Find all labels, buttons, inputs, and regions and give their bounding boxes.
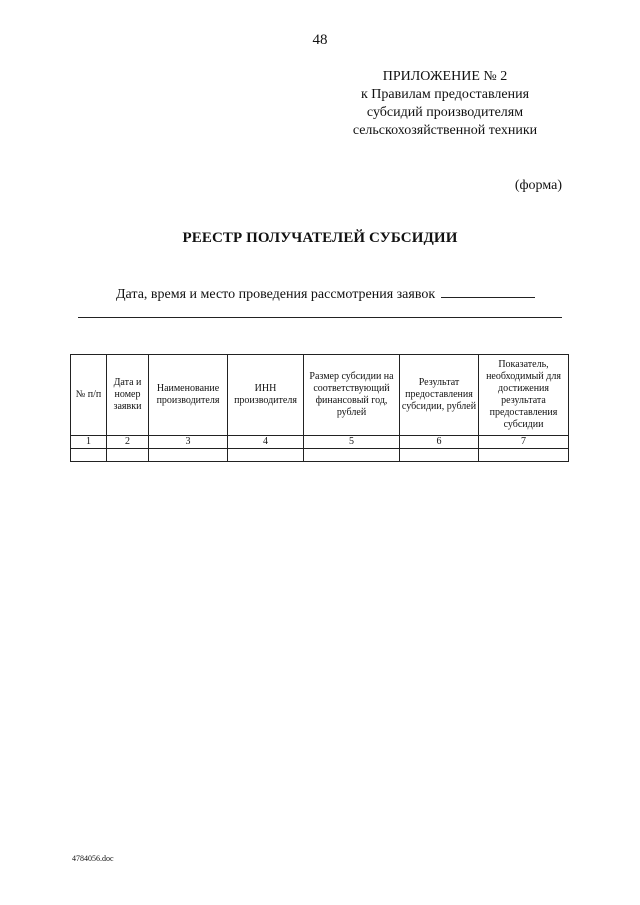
table-cell xyxy=(149,449,228,462)
form-label: (форма) xyxy=(514,178,562,193)
column-number-row xyxy=(71,436,569,449)
column-number: 1 xyxy=(71,436,107,449)
table-cell xyxy=(71,449,107,462)
table-cell xyxy=(304,449,400,462)
appendix-line: к Правилам предоставления xyxy=(360,87,530,102)
registry-table xyxy=(70,354,569,462)
blank-rule-line xyxy=(78,317,562,318)
table-header-row xyxy=(71,355,569,436)
table-cell xyxy=(228,449,304,462)
date-line-blank xyxy=(441,285,535,298)
page-number: 48 xyxy=(312,32,328,48)
column-header: Наименование производителя xyxy=(149,355,228,436)
column-number: 2 xyxy=(107,436,149,449)
column-header: Показатель, необходимый для достижения результата предоставления субсидии xyxy=(479,355,569,436)
table-cell xyxy=(107,449,149,462)
column-header: Дата и номер заявки xyxy=(107,355,149,436)
column-header: Размер субсидии на соответствующий финансовый год, рублей xyxy=(304,355,400,436)
column-number: 6 xyxy=(400,436,479,449)
date-line xyxy=(116,285,562,303)
table-cell xyxy=(400,449,479,462)
date-line-label: Дата, время и место проведения рассмотрения заявок xyxy=(116,287,436,302)
appendix-line: субсидий производителям xyxy=(366,105,524,120)
column-number: 5 xyxy=(304,436,400,449)
appendix-title: ПРИЛОЖЕНИЕ № 2 xyxy=(382,69,508,84)
column-header: Результат предоставления субсидии, рублей xyxy=(400,355,479,436)
column-header: ИНН производителя xyxy=(228,355,304,436)
footer-doc-code: 4784056.doc xyxy=(72,854,114,863)
column-number: 7 xyxy=(479,436,569,449)
table-cell xyxy=(479,449,569,462)
table-row xyxy=(71,449,569,462)
column-header: № п/п xyxy=(71,355,107,436)
appendix-line: сельскохозяйственной техники xyxy=(352,123,538,138)
column-number: 3 xyxy=(149,436,228,449)
appendix-header xyxy=(330,68,560,140)
document-title: РЕЕСТР ПОЛУЧАТЕЛЕЙ СУБСИДИИ xyxy=(182,230,458,246)
column-number: 4 xyxy=(228,436,304,449)
